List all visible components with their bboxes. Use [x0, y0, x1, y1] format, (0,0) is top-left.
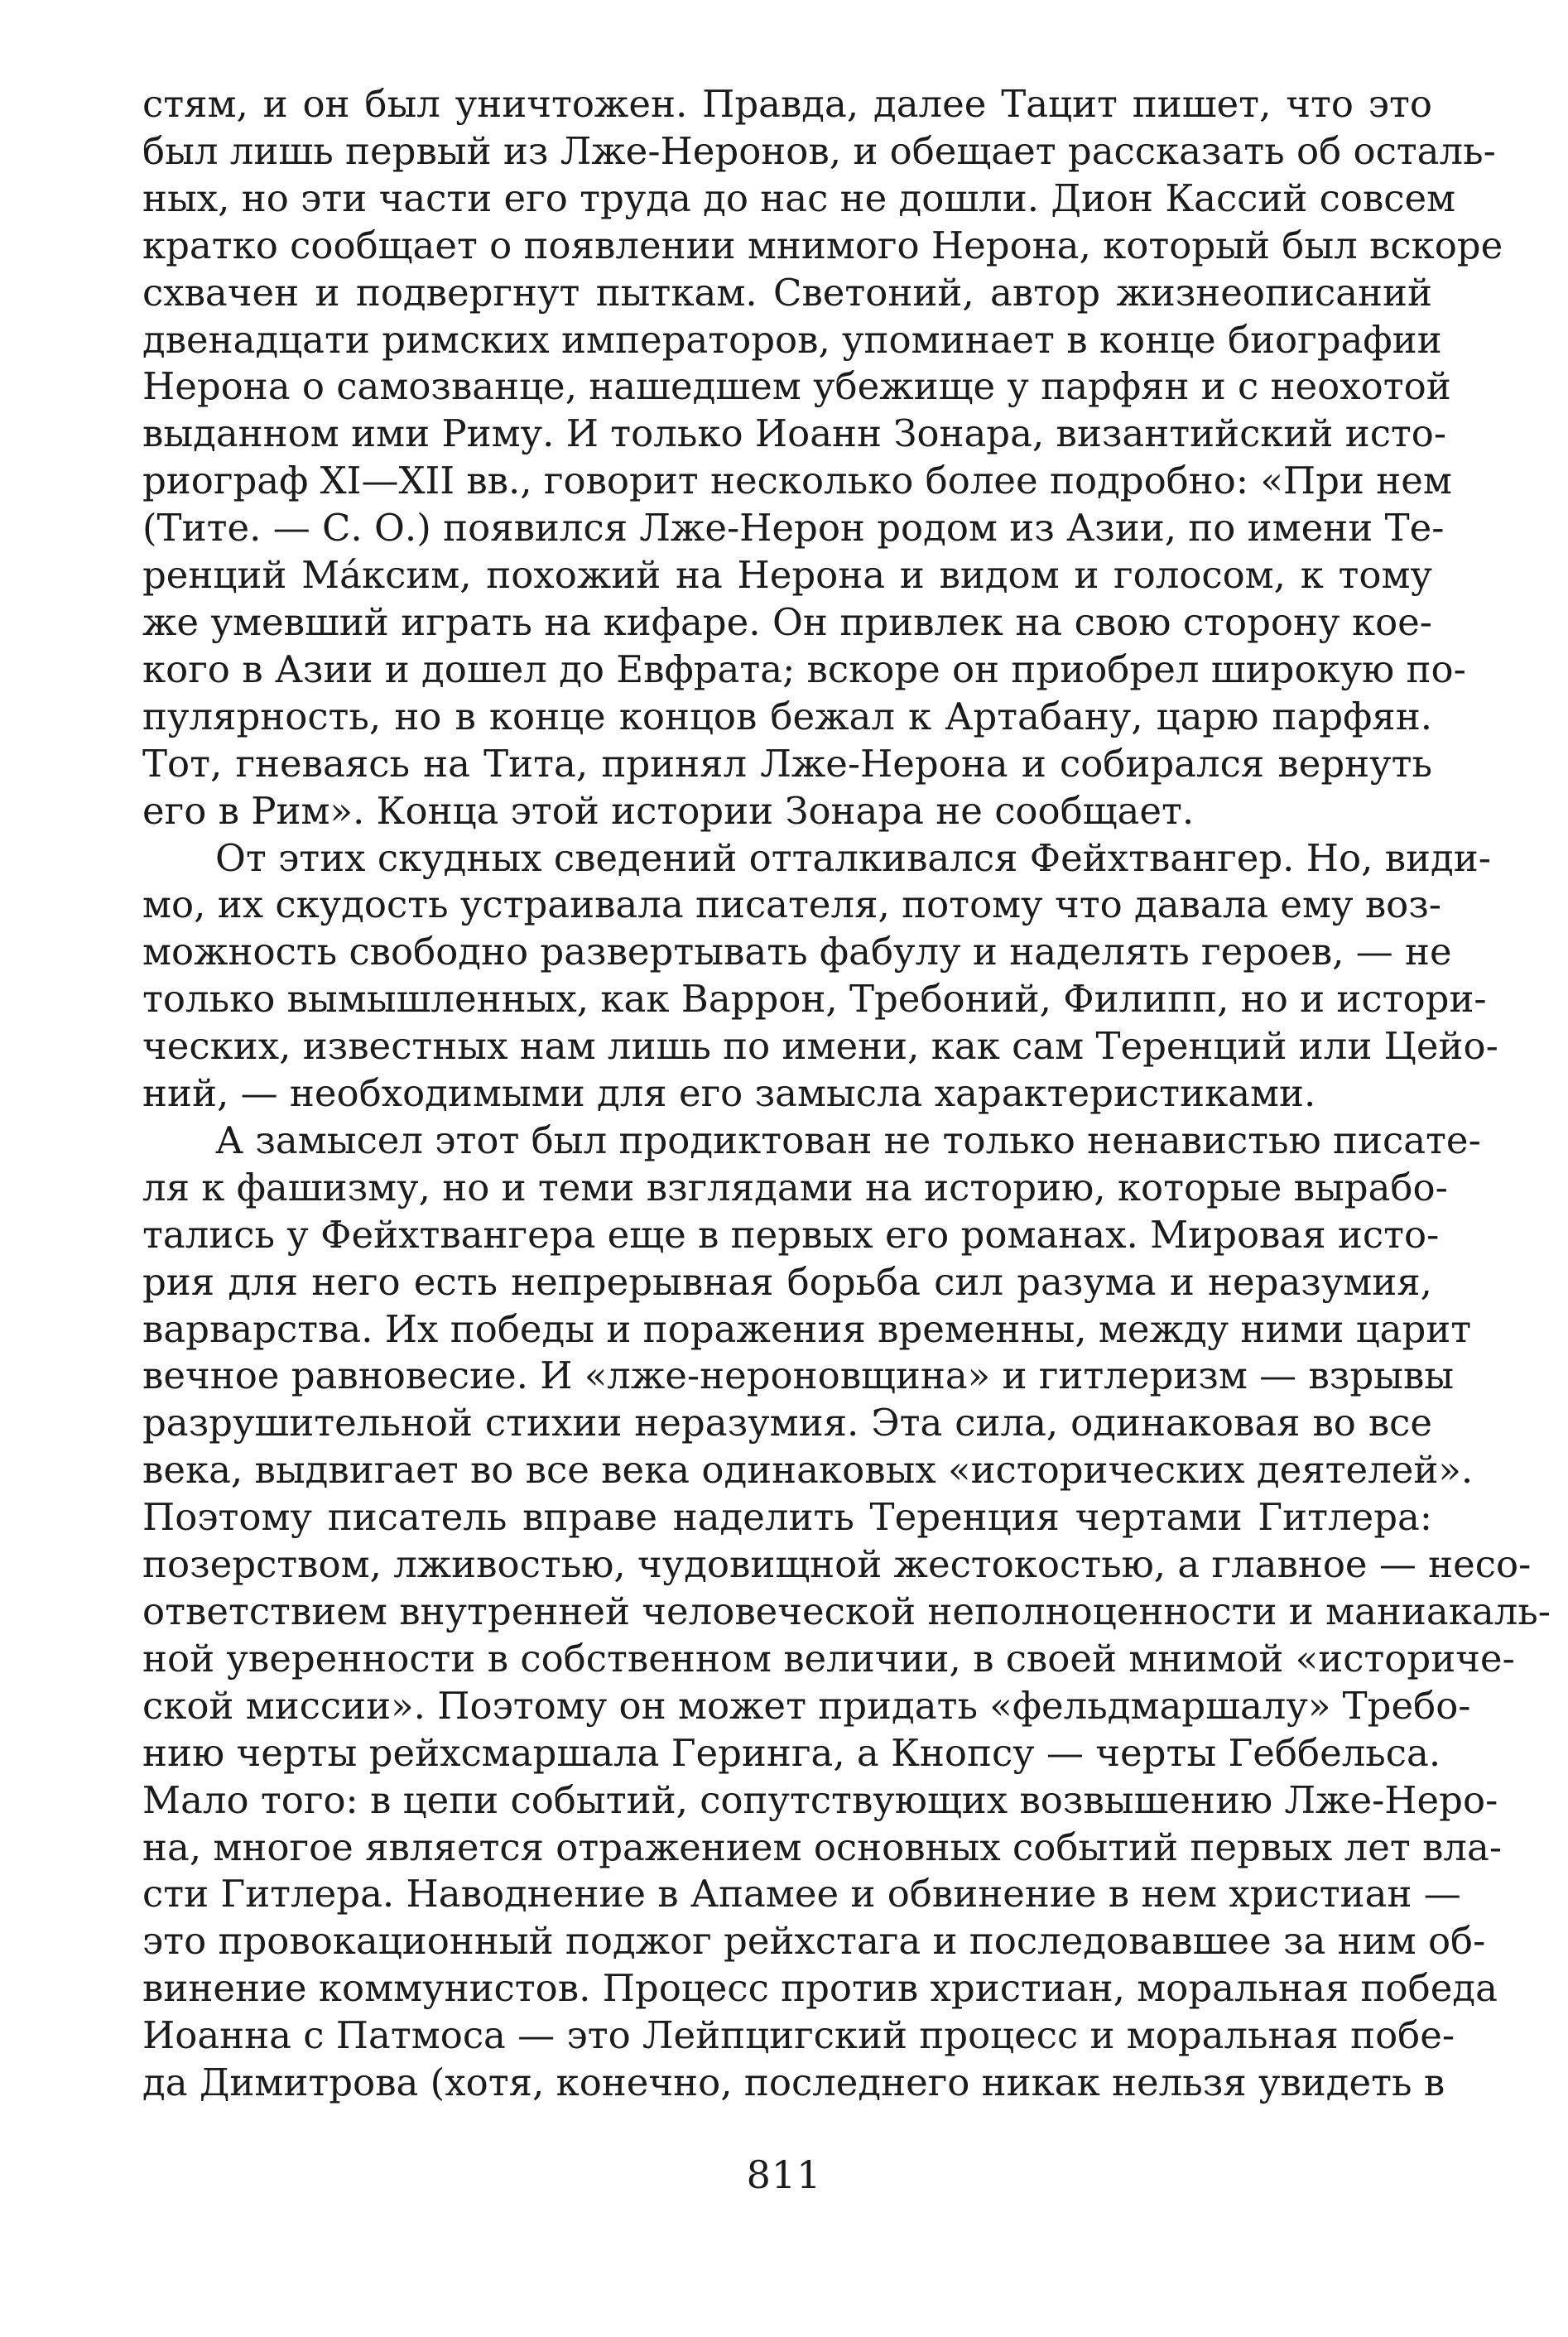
text-line: Иоанна с Патмоса — это Лейпцигский процесс и моральная побе-	[142, 2013, 1455, 2058]
text-line: кого в Азии и дошел до Евфрата; вскоре он приобрел широкую по-	[142, 647, 1466, 691]
text-line: (Тите. — С. О.) появился Лже-Нерон родом из Азии, по имени Те-	[142, 506, 1445, 551]
text-line: пулярность, но в конце концов бежал к Артабану, царю парфян.	[142, 694, 1432, 738]
text-line: двенадцати римских императоров, упоминает в конце биографии	[142, 317, 1442, 362]
paragraph-3	[142, 1118, 1551, 2107]
paragraph-2	[142, 835, 1498, 1118]
text-line: разрушительной стихии неразумия. Эта сила, одинаковая во все	[142, 1401, 1432, 1445]
paragraph-1	[142, 81, 1503, 835]
text-line: его в Рим». Конца этой истории Зонара не сообщает.	[142, 788, 1195, 833]
text-line: только вымышленных, как Варрон, Требоний, Филипп, но и истори-	[142, 977, 1487, 1022]
text-line: это провокационный поджог рейхстага и последовавшее за ним об-	[142, 1919, 1486, 1964]
text-line: выданном ими Риму. И только Иоанн Зонара, византийский исто-	[142, 411, 1447, 456]
text-line: стям, и он был уничтожен. Правда, далее Тацит пишет, что это	[142, 82, 1432, 126]
text-line: риограф XI—XII вв., говорит несколько более подробно: «При нем	[142, 459, 1452, 503]
text-line: Тот, гневаясь на Тита, принял Лже-Нерона и собирался вернуть	[142, 741, 1432, 786]
text-line: рия для него есть непрерывная борьба сил разума и неразумия,	[142, 1259, 1432, 1304]
text-line: века, выдвигает во все века одинаковых «исторических деятелей».	[142, 1448, 1474, 1493]
text-line: А замысел этот был продиктован не только ненавистью писате-	[215, 1118, 1481, 1162]
text-line: Нерона о самозванце, нашедшем убежище у парфян и с неохотой	[142, 364, 1451, 409]
text-line: же умевший играть на кифаре. Он привлек на свою сторону кое-	[142, 599, 1432, 644]
text-line: Поэтому писатель вправе наделить Теренция чертами Гитлера:	[142, 1495, 1432, 1540]
text-line: ренций Ма́ксим, похожий на Нерона и видом и голосом, к тому	[142, 553, 1432, 598]
text-line: нию черты рейхсмаршала Геринга, а Кнопсу — черты Геббельса.	[142, 1730, 1441, 1775]
text-line: был лишь первый из Лже-Неронов, и обещает рассказать об осталь-	[142, 128, 1496, 173]
text-line: кратко сообщает о появлении мнимого Нерона, который был вскоре	[142, 223, 1503, 267]
text-line: ля к фашизму, но и теми взглядами на историю, которые вырабо-	[142, 1165, 1448, 1209]
page-body	[142, 81, 1551, 2107]
text-line: да Димитрова (хотя, конечно, последнего никак нельзя увидеть в	[142, 2061, 1445, 2105]
text-line: ответствием внутренней человеческой неполноценности и маниакаль-	[142, 1589, 1551, 1633]
text-line: От этих скудных сведений отталкивался Фейхтвангер. Но, види-	[215, 835, 1491, 880]
text-line: ной уверенности в собственном величии, в своей мнимой «историче-	[142, 1636, 1515, 1681]
text-line: Мало того: в цепи событий, сопутствующих возвышению Лже-Неро-	[142, 1777, 1498, 1822]
text-line: сти Гитлера. Наводнение в Апамее и обвинение в нем христиан —	[142, 1872, 1461, 1916]
text-line: ний, — необходимыми для его замысла характеристиками.	[142, 1071, 1316, 1116]
text-line: винение коммунистов. Процесс против христиан, моральная победа	[142, 1966, 1498, 2011]
text-line: ской миссии». Поэтому он может придать «фельдмаршалу» Требо-	[142, 1683, 1471, 1728]
text-line: вечное равновесие. И «лже-нероновщина» и гитлеризм — взрывы	[142, 1354, 1455, 1398]
text-line: на, многое является отражением основных событий первых лет вла-	[142, 1825, 1503, 1869]
text-line: можность свободно развертывать фабулу и наделять героев, — не	[142, 930, 1452, 974]
page-number: 811	[746, 2152, 822, 2197]
text-line: позерством, лживостью, чудовищной жестокостью, а главное — несо-	[142, 1542, 1532, 1587]
text-line: мо, их скудость устраивала писателя, потому что давала ему воз-	[142, 882, 1442, 927]
text-line: тались у Фейхтвангера еще в первых его романах. Мировая исто-	[142, 1212, 1440, 1257]
text-line: ных, но эти части его труда до нас не дошли. Дион Кассий совсем	[142, 176, 1456, 220]
text-line: ческих, известных нам лишь по имени, как сам Теренций или Цейо-	[142, 1024, 1498, 1069]
text-line: варварства. Их победы и поражения временны, между ними царит	[142, 1306, 1472, 1351]
text-line: схвачен и подвергнут пыткам. Светоний, автор жизнеописаний	[142, 270, 1432, 315]
